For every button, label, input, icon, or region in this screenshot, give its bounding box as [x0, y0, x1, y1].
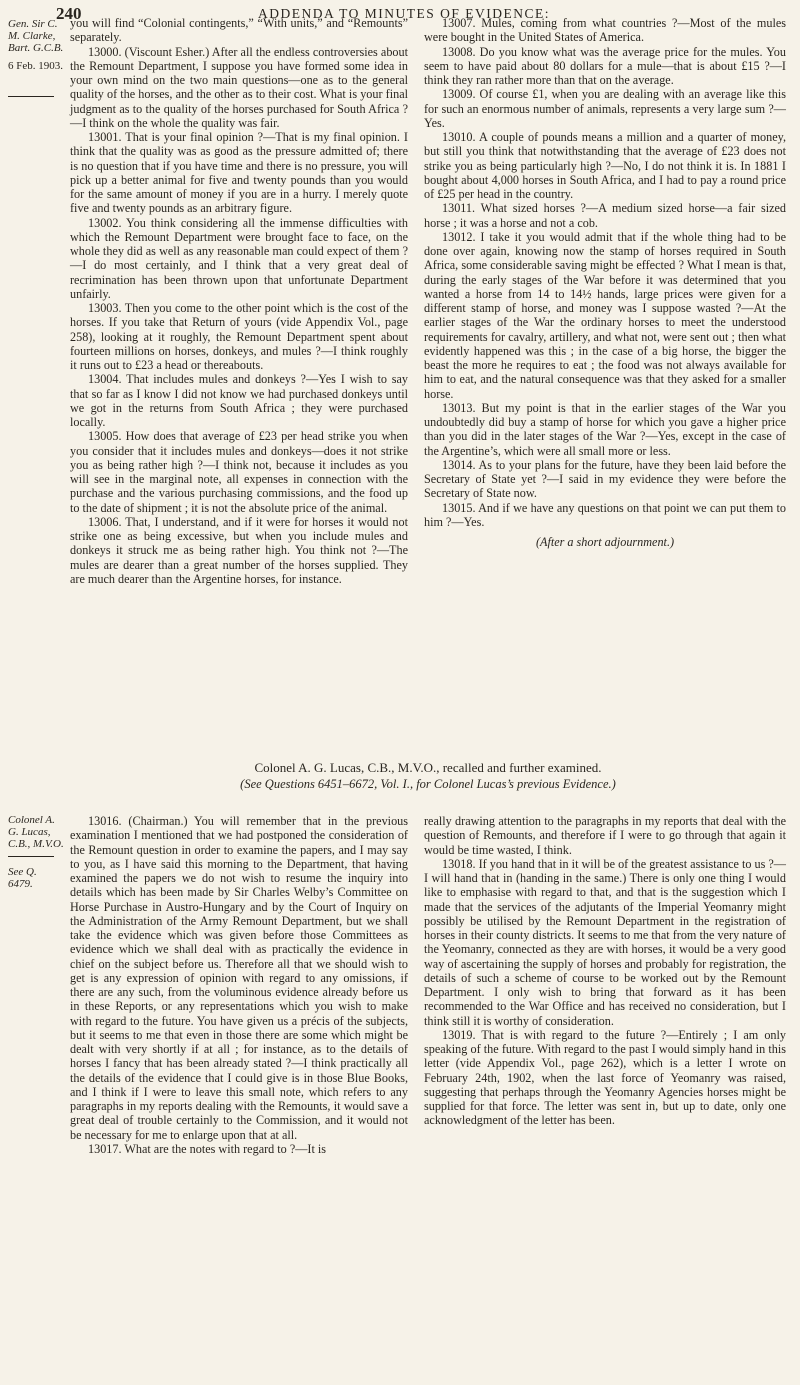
column-bottom-left — [70, 814, 408, 1156]
paragraph: really drawing attention to the paragraphs in my reports that deal with the question of Remounts, and therefore if I were to go through that again it would be time wasted, I think. — [424, 814, 786, 857]
column-bottom-right — [424, 814, 786, 1128]
paragraph: 13008. Do you know what was the average price for the mules. You seem to have paid about 80 dollars for a mule—that is about £15 ?—I think they ran rather more than that on the average. — [424, 44, 786, 87]
paragraph: 13004. That includes mules and donkeys ?—Yes I wish to say that so far as I know I did not know we had purchased donkeys until we got in the returns from South Africa ; they were purchased locally. — [70, 372, 408, 429]
running-title: ADDENDA TO MINUTES OF EVIDENCE: — [258, 6, 550, 21]
paragraph: 13016. (Chairman.) You will remember that in the previous examination I mentioned that we had postponed the consideration of the Remount question in order to examine the papers, and I may say to you, as I have said this morning to the Department, that having examined the papers we do not wish to resume the inquiry into details which has been made by Sir Charles Welby’s Committee on Horse Purchase in Austro-Hungary and by the Court of Inquiry on the Administration of the Army Remount Department, but we shall take the evidence which was given before those Committees as evidence which we shall deal with as practically the evidence in chief on the subject before us. Therefore all that we should wish to get is any expression of opinion with regard to any omissions, if there are any such, from the voluminous evidence already before us in these Reports, or any representations which you wish to make with regard to the future. You have given us a précis of the subjects, but it seems to me that even in those there are some which might be dealt with very shortly if at all ; for instance, as to the details of horses I fancy that has been already stated ?—I think practically all the details of the evidence that I could give is in those Blue Books, and I think if I were to leave this small note, which refers to any paragraphs in my reports dealing with the Remounts, it would save a great deal of trouble certainly to the Commission, and it would not be necessary for me to enlarge upon that at all. — [70, 814, 408, 1142]
column-top-right — [424, 16, 786, 549]
paragraph: 13011. What sized horses ?—A medium sized horse—a fair sized horse ; it was a horse and not a cob. — [424, 201, 786, 230]
paragraph: 13018. If you hand that in it will be of the greatest assistance to us ?—I will hand that in (handing in the same.) There is only one thing I would like to emphasise with regard to that, and that is the suggestion which I made that the services of the adjutants of the Imperial Yeomanry might possibly be utilised by the Remount Department in the registration of horses in their county districts. It seems to me that from the very nature of the Yeomanry, connected as they are with horses, it would be a very good way of ascertaining the supply of horses and probably for registration, the details of such a scheme of course to be worked out by the Remount Department. I only wish to bring that forward as it has been recommended to the War Office and has received no consideration, but I think still it is worthy of consideration. — [424, 856, 786, 1028]
margin-rule — [8, 96, 54, 97]
margin-witness-role-2: Colonel A. G. Lucas, C.B., M.V.O. — [8, 814, 64, 850]
paragraph: 13009. Of course £1, when you are dealing with an average like this for such an enormous number of animals, represents a very large sum ?—Yes. — [424, 87, 786, 130]
margin-date: 6 Feb. 1903. — [8, 60, 63, 72]
margin-witness-role: Gen. Sir C. M. Clarke, Bart. G.C.B. — [8, 18, 64, 54]
paragraph: 13005. How does that average of £23 per head strike you when you consider that it includes mules and donkeys—does it not strike you as being rather high ?—I think not, because it includes as you will see in the marginal note, all expenses in connection with the purchase and the various purchasing commissions, and the food up to the date of shipment ; it is not the absolute price of the animal. — [70, 429, 408, 515]
paragraph: 13010. A couple of pounds means a million and a quarter of money, but still you think that notwithstanding that the average of £23 does not strike you as being particularly high ?—No, I do not think it is. In 1881 I bought about 4,000 horses in South Africa, and I had to pay a round price of £25 per head in the country. — [424, 130, 786, 201]
paragraph: 13006. That, I understand, and if it were for horses it would not strike one as being excessive, but when you include mules and donkeys it struck me as being rather high. You think not ?—The mules are dearer than a great number of the horses supplied. They are much dearer than the Argentine horses, for instance. — [70, 514, 408, 586]
margin-note-witness-2 — [8, 814, 64, 850]
paragraph: 13012. I take it you would admit that if the whole thing had to be done over again, knowing now the stamp of horses required in South Africa, some considerable saving might be effected ? What I mean is that, during the early stages of the War before it was determined that you wanted a horse from 14 to 14½ hands, large prices were given for a different stamp of horse, and money was I suppose wasted ?—At the earlier stages of the War the ordinary horses to meet the understood requirements for cavalry, artillery, and what not, were sent out ; then what evidently happened was this ; in the case of a big horse, the bigger the beast the more he requires to eat ; the food was not always available for him to eat, and the natural consequence was that they asked for a smaller horse. — [424, 229, 786, 401]
page-number: 240 — [56, 4, 82, 23]
paragraph: 13019. That is with regard to the future ?—Entirely ; I am only speaking of the future. With regard to the past I would simply hand in this letter (vide Appendix Vol., page 262), which is a letter I wrote on February 24th, 1902, when the last force of Yeomanry was raised, suggesting that perhaps through the Yeomanry Agencies horses might be supplied for that force. The letter was sent in, but up to date, only one acknowledgment of the letter has been. — [424, 1027, 786, 1128]
paragraph: 13003. Then you come to the other point which is the cost of the horses. If you take that Return of yours (vide Appendix Vol., page 258), looking at it roughly, the Remount Department spent about fourteen millions on horses, donkeys, and mules ?—I think roughly it runs out to £23 a head or thereabouts. — [70, 301, 408, 372]
paragraph: 13007. Mules, coming from what countries ?—Most of the mules were bought in the United States of America. — [424, 16, 786, 45]
column-top-left — [70, 16, 408, 586]
paragraph: 13001. That is your final opinion ?—That is my final opinion. I think that the quality was as good as the pressure admitted of; there is no question that if you have time and there is no pressure, you will pick up a better animal for five and twenty pounds than you would for the same amount of money if you are in a hurry. I merely quote five and twenty pounds as an arbitrary figure. — [70, 130, 408, 216]
witness-line: Colonel A. G. Lucas, C.B., M.V.O., recalled and further examined. — [254, 760, 602, 775]
margin-reference: See Q. 6479. — [8, 866, 37, 890]
paragraph: 13015. And if we have any questions on that point we can put them to him ?—Yes. — [424, 500, 786, 529]
paragraph: 13002. You think considering all the immense difficulties with which the Remount Department were brought face to face, on the whole they did as well as any reasonable man could expect of them ?—I do most certainly, and I think that a very great deal of recrimination has been thrown upon that unfortunate Department unfairly. — [70, 215, 408, 301]
paragraph: you will find “Colonial contingents,” “With units,” and “Remounts” separately. — [70, 16, 408, 45]
paragraph: 13000. (Viscount Esher.) After all the endless controversies about the Remount Department, I suppose you have formed some idea in your own mind on the two main questions—one as to the general quality of the horses, and the other as to their cost. What is your final judgment as to the quality of the horses purchased for South Africa ?—I think on the whole the quality was fair. — [70, 44, 408, 130]
witness-reference: (See Questions 6451–6672, Vol. I., for Colonel Lucas’s previous Evidence.) — [240, 777, 616, 791]
paragraph: 13017. What are the notes with regard to ?—It is — [88, 1141, 327, 1156]
paragraph: 13013. But my point is that in the earlier stages of the War you undoubtedly did buy a stamp of horse for which you gave a higher price than you did in the later stages of the War ?—Yes, except in the case of the Argentine’s, which were all small more or less. — [424, 400, 786, 458]
adjournment-note: (After a short adjournment.) — [535, 535, 675, 549]
margin-note-witness — [8, 18, 64, 72]
witness-heading — [70, 760, 786, 792]
paragraph: 13014. As to your plans for the future, have they been laid before the Secretary of State yet ?—I said in my evidence they were before the Secretary of State now. — [424, 457, 786, 501]
margin-rule-2 — [8, 856, 54, 857]
